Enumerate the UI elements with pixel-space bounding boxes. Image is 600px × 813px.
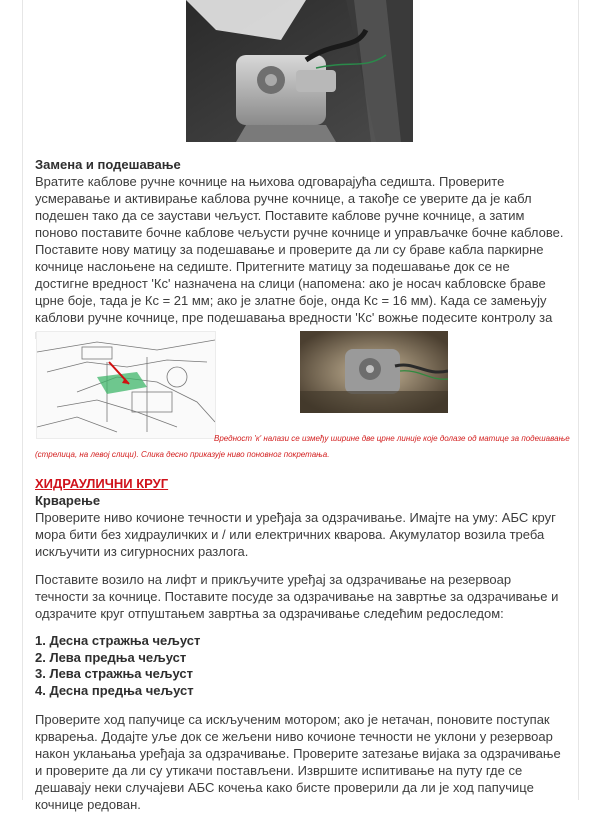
list-item: 4. Десна предња чељуст [35, 682, 194, 698]
hydraulic-circuit-heading: ХИДРАУЛИЧНИ КРУГ [35, 476, 169, 491]
bleeding-subheading: Крварење [35, 493, 101, 508]
bleeding-intro-paragraph: Проверите ниво кочионе течности и уређаја за одзрачивање. Имајте на уму: АБС круг мора бити без хидрауличких и / или електричних кварова. Акумулатор возила треба искључити из сигурносних разлога. [35, 510, 556, 559]
list-item: 3. Лева стражња чељуст [35, 666, 193, 681]
list-item: 2. Лева предња чељуст [35, 649, 187, 665]
figure-caption-line1: Вредност 'к' налази се између ширине две црне линије које долазе од матице за подешавање [214, 434, 570, 443]
pedal-check-paragraph: Проверите ход папучице са искљученим мотором; ако је нетачан, поновите поступак крварења. Додајте уље док се жељени ниво кочионе течности не уклони у резервоар након уклањања уређаја за одзрачивање. Проверите затезање вијака за одзрачивање и проверите да ли су утикачи постављени. Извршите испитивање на путу где се дешавају неки случајеви АБС кочења како бисте проверили да ли је ход папучице кочнице редован. [35, 712, 561, 812]
adjustment-photo [300, 331, 448, 413]
bleeding-order-list [35, 633, 200, 699]
page-border-right [578, 0, 579, 800]
figure-caption-line2: (стрелица, на левој слици). Слика десно приказује ниво поновног покретања. [35, 450, 330, 459]
list-item: 1. Десна стражња чељуст [35, 633, 201, 648]
page-border-left [22, 0, 23, 800]
caliper-photo-top [186, 0, 413, 142]
adjustment-diagram [36, 331, 216, 439]
bleeding-procedure-paragraph: Поставите возило на лифт и прикључите уређај за одзрачивање на резервоар течности за кочнице. Поставите посуде за одзрачивање на завртње за одзрачивање и одзрачите круг отпуштањем завртња за одзрачивање следећим редоследом: [35, 572, 559, 621]
section-heading-replacement: Замена и подешавање [35, 157, 181, 172]
replacement-paragraph: Вратите каблове ручне кочнице на њихова одговарајућа седишта. Проверите усмеравање и активирање каблова ручне кочнице, а такође се уверите да је кабл подешен тако да се заустави чељуст. Поставите каблове ручне кочнице, а затим поново поставите бочне каблове чељусти ручне кочнице и управљачке бочне каблове. Поставите нову матицу за подешавање и проверите да ли су браве кабла паркирне кочнице наслоњене на седиште. Притегните матицу за подешавање док се не достигне вредност 'Кс' назначена на слици (напомена: ако је носач кабловске браве црне боје, тада је Кс = 21 мм; ако је златне боје, онда Кс = 16 мм). Када се замењују каблови ручне кочнице, пре подешавања вредности 'Кс' вожње подесите контролу за [35, 174, 564, 325]
